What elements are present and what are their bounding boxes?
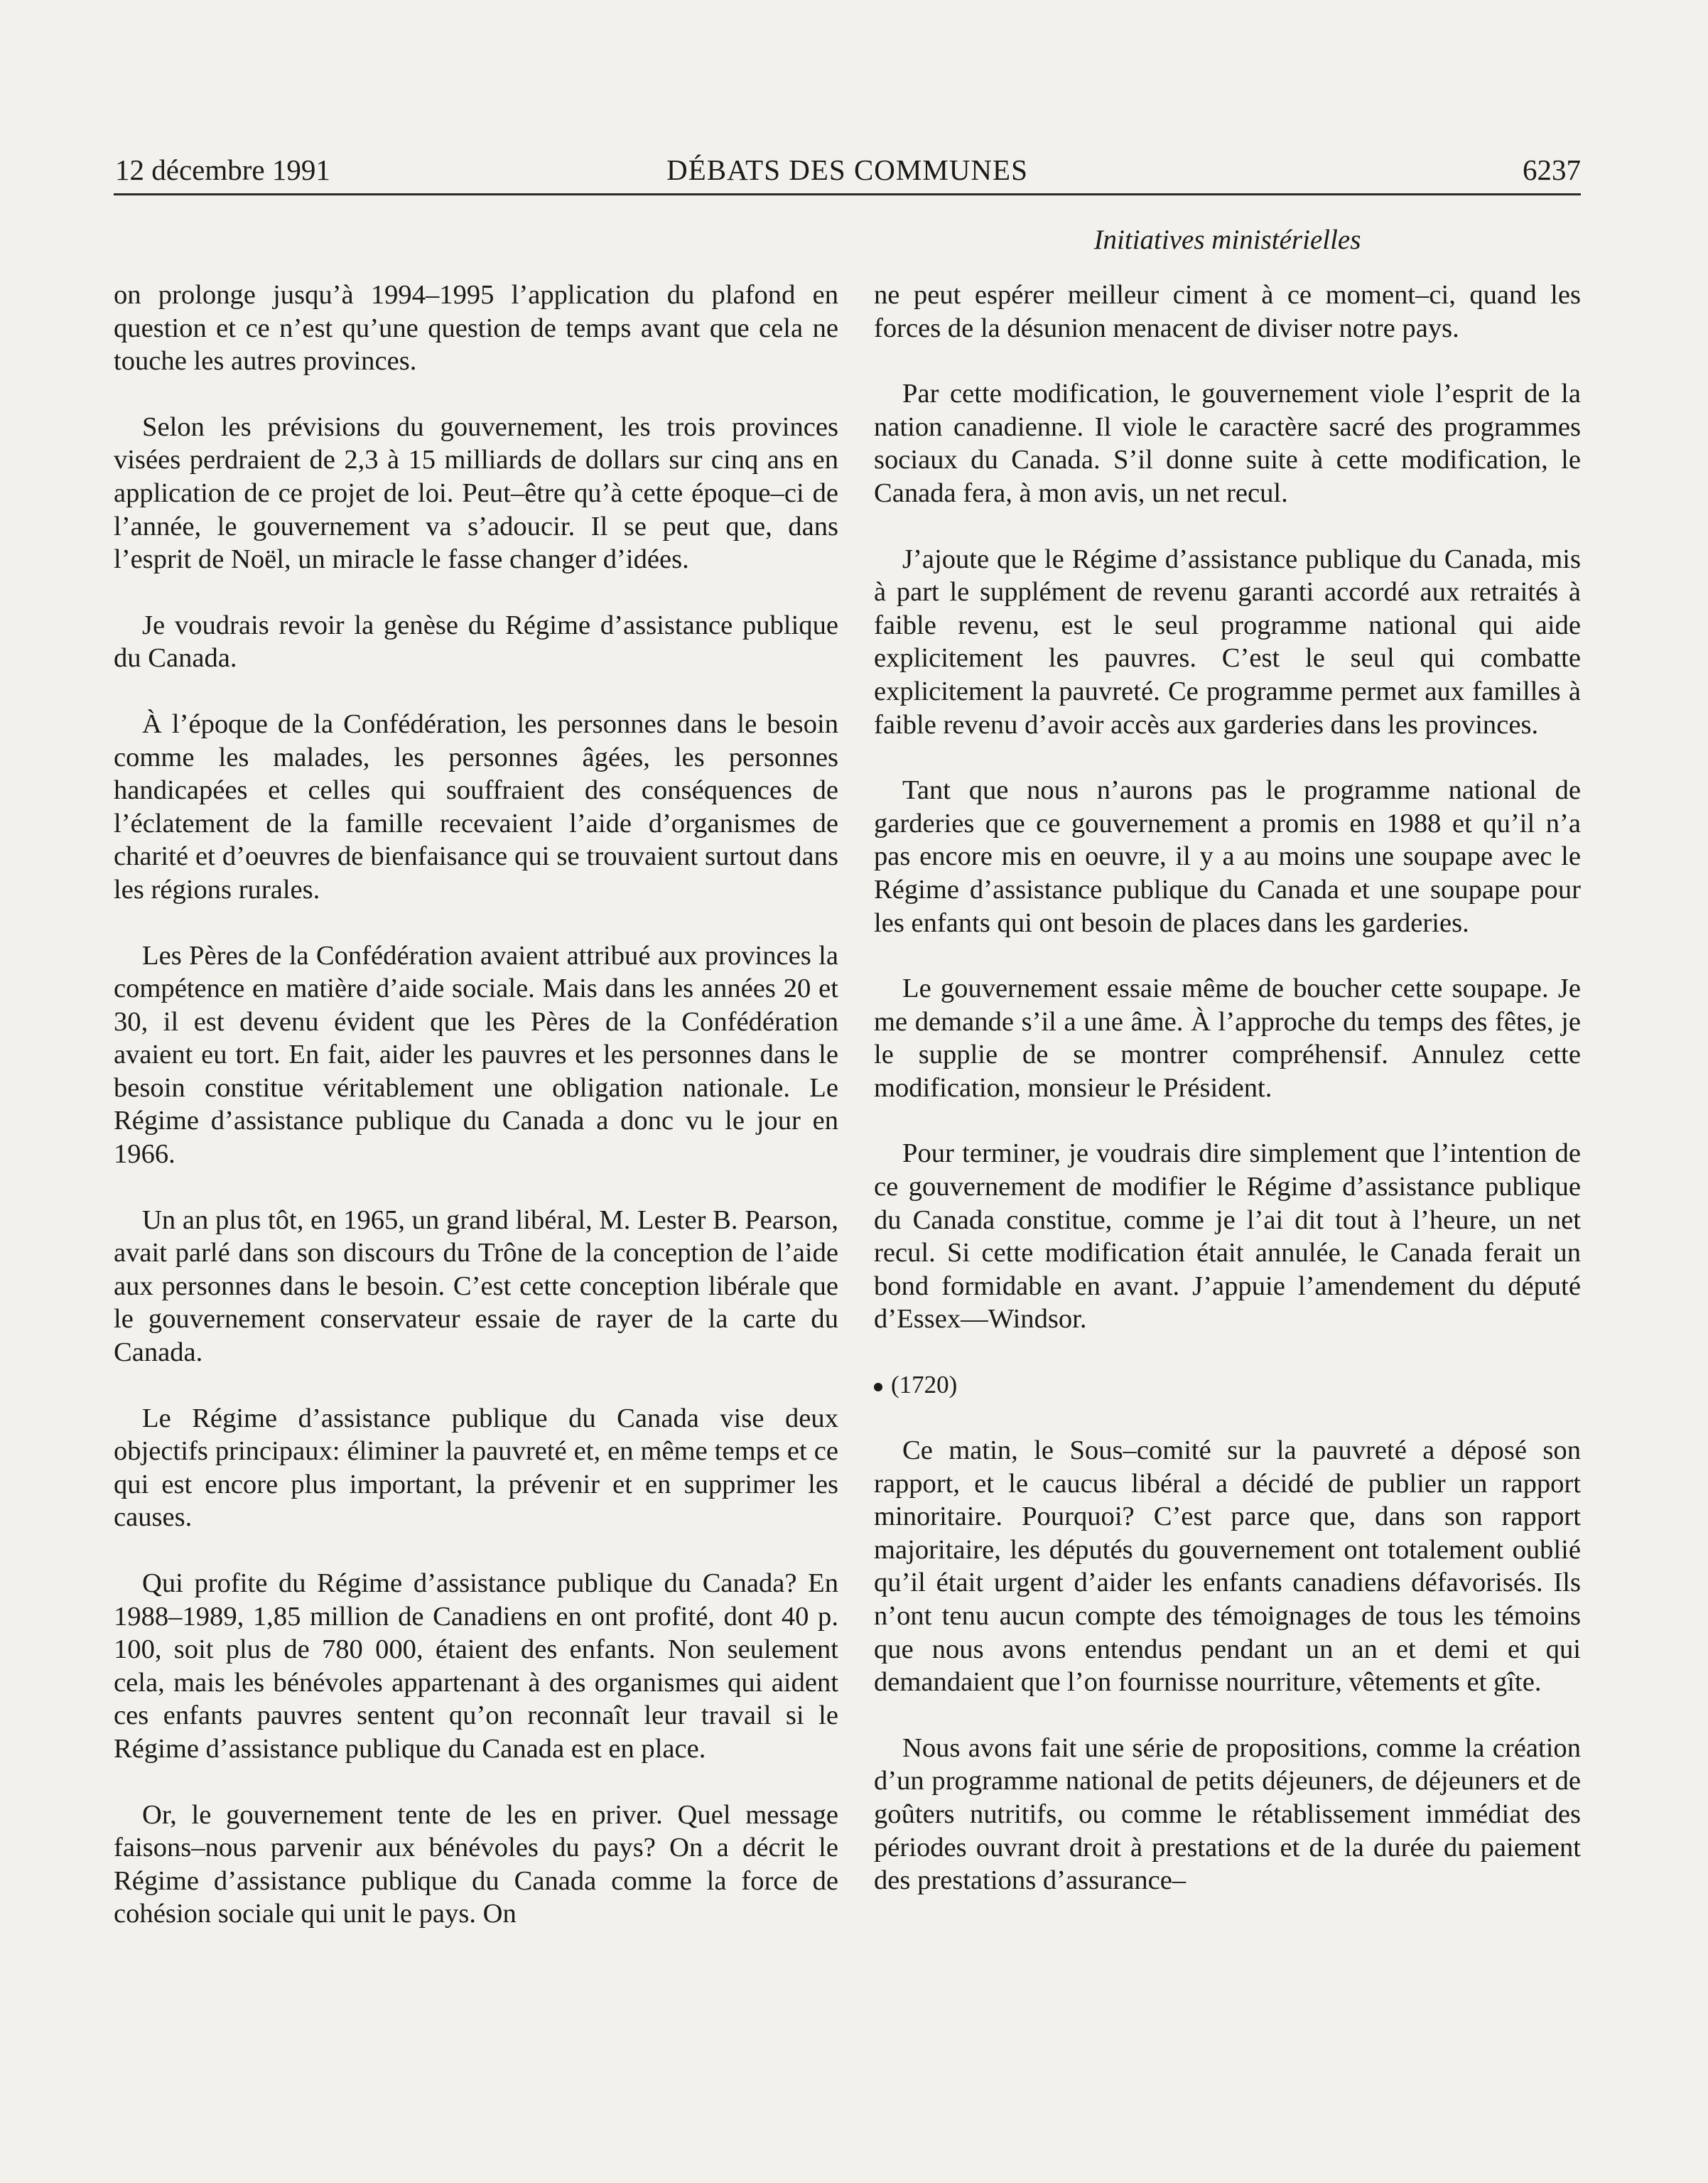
paragraph: Le gouvernement essaie même de boucher cette soupape. Je me demande s’il a une âme. À l’approche du temps des fêtes, je le supplie de se montrer compréhensif. Annulez cette modification, monsieur le Président.	[874, 974, 1581, 1103]
paragraph: on prolonge jusqu’à 1994–1995 l’application du plafond en question et ce n’est qu’une question de temps avant que cela ne touche les autres provinces.	[114, 280, 838, 377]
paragraph: Qui profite du Régime d’assistance publique du Canada? En 1988–1989, 1,85 million de Canadiens en ont profité, dont 40 p. 100, soit plus de 780 000, étaient des enfants. Non seulement cela, mais les bénévoles appartenant à des organismes qui aident ces enfants pauvres sentent qu’on reconnaît leur travail si le Régime d’assistance publique du Canada est en place.	[114, 1568, 838, 1764]
paragraph: Selon les prévisions du gouvernement, les trois provinces visées perdraient de 2,3 à 15 milliards de dollars sur cinq ans en application de ce projet de loi. Peut–être qu’à cette époque–ci de l’année, le gouvernement va s’adoucir. Il se peut que, dans l’esprit de Noël, un miracle le fasse changer d’idées.	[114, 411, 838, 575]
paragraph: Le Régime d’assistance publique du Canada vise deux objectifs principaux: éliminer la pauvreté et, en même temps et ce qui est encore plus important, la prévenir et en supprimer les causes.	[114, 1403, 838, 1533]
section-title: Initiatives ministérielles	[1093, 225, 1361, 255]
paragraph: Pour terminer, je voudrais dire simplement que l’intention de ce gouvernement de modifier le Régime d’assistance publique du Canada constitue, comme je l’ai dit tout à l’heure, un net recul. Si cette modification était annulée, le Canada ferait un bond formidable en avant. J’appuie l’amendement du député d’Essex—Windsor.	[874, 1138, 1581, 1335]
page-number: 6237	[1523, 153, 1581, 186]
paragraph: J’ajoute que le Régime d’assistance publique du Canada, mis à part le supplément de revenu garanti accordé aux retraités à faible revenu, est le seul programme national qui aide explicitement les pauvres. C’est le seul qui combatte explicitement la pauvreté. Ce programme permet aux familles à faible revenu d’avoir accès aux garderies dans les provinces.	[874, 544, 1581, 740]
header-date: 12 décembre 1991	[115, 153, 330, 186]
paragraph: À l’époque de la Confédération, les personnes dans le besoin comme les malades, les personnes âgées, les personnes handicapées et celles qui souffraient des conséquences de l’éclatement de la famille recevaient l’aide d’organismes de charité et d’oeuvres de bienfaisance qui se trouvaient surtout dans les régions rurales.	[114, 708, 838, 905]
paragraph: ne peut espérer meilleur ciment à ce moment–ci, quand les forces de la désunion menacent de diviser notre pays.	[874, 280, 1581, 343]
page-header	[114, 149, 1581, 190]
paragraph: Nous avons fait une série de propositions, comme la création d’un programme national de petits déjeuners, de déjeuners et de goûters nutritifs, ou comme le rétablissement immédiat des périodes ouvrant droit à prestations et de la durée du paiement des prestations d’assurance–	[874, 1732, 1581, 1896]
paragraph: Je voudrais revoir la genèse du Régime d’assistance publique du Canada.	[114, 610, 838, 674]
paragraph: Tant que nous n’aurons pas le programme national de garderies que ce gouvernement a promis en 1988 et qu’il n’a pas encore mis en oeuvre, il y a au moins une soupape avec le Régime d’assistance publique du Canada et une soupape pour les enfants qui ont besoin de places dans les garderies.	[874, 775, 1581, 938]
paragraph: Les Pères de la Confédération avaient attribué aux provinces la compétence en matière d’aide sociale. Mais dans les années 20 et 30, il est devenu évident que les Pères de la Confédération avaient eu tort. En fait, aider les pauvres et les personnes dans le besoin constitue véritablement une obligation nationale. Le Régime d’assistance publique du Canada a donc vu le jour en 1966.	[114, 940, 838, 1170]
bullet-icon	[874, 1383, 882, 1391]
time-marker	[874, 1369, 1581, 1401]
right-column	[874, 279, 1581, 1930]
paragraph: Par cette modification, le gouvernement viole l’esprit de la nation canadienne. Il viole le caractère sacré des programmes sociaux du Canada. S’il donne suite à cette modification, le Canada fera, à mon avis, un net recul.	[874, 379, 1581, 508]
header-title: DÉBATS DES COMMUNES	[666, 153, 1028, 186]
paragraph: Or, le gouvernement tente de les en priver. Quel message faisons–nous parvenir aux bénévoles du pays? On a décrit le Régime d’assistance publique du Canada comme la force de cohésion sociale qui unit le pays. On	[114, 1799, 838, 1929]
paragraph: Un an plus tôt, en 1965, un grand libéral, M. Lester B. Pearson, avait parlé dans son discours du Trône de la conception de l’aide aux personnes dans le besoin. C’est cette conception libérale que le gouvernement conservateur essaie de rayer de la carte du Canada.	[114, 1204, 838, 1368]
paragraph: Ce matin, le Sous–comité sur la pauvreté a déposé son rapport, et le caucus libéral a décidé de publier un rapport minoritaire. Pourquoi? C’est parce que, dans son rapport majoritaire, les députés du gouvernement ont totalement oublié qu’il était urgent d’aider les enfants canadiens défavorisés. Ils n’ont tenu aucun compte des témoignages de tous les témoins que nous avons entendus pendant un an et demi et qui demandaient que l’on fournisse nourriture, vêtements et gîte.	[874, 1435, 1581, 1698]
time-marker-label: (1720)	[891, 1371, 958, 1399]
left-column	[114, 279, 838, 1963]
header-rule	[114, 193, 1581, 195]
